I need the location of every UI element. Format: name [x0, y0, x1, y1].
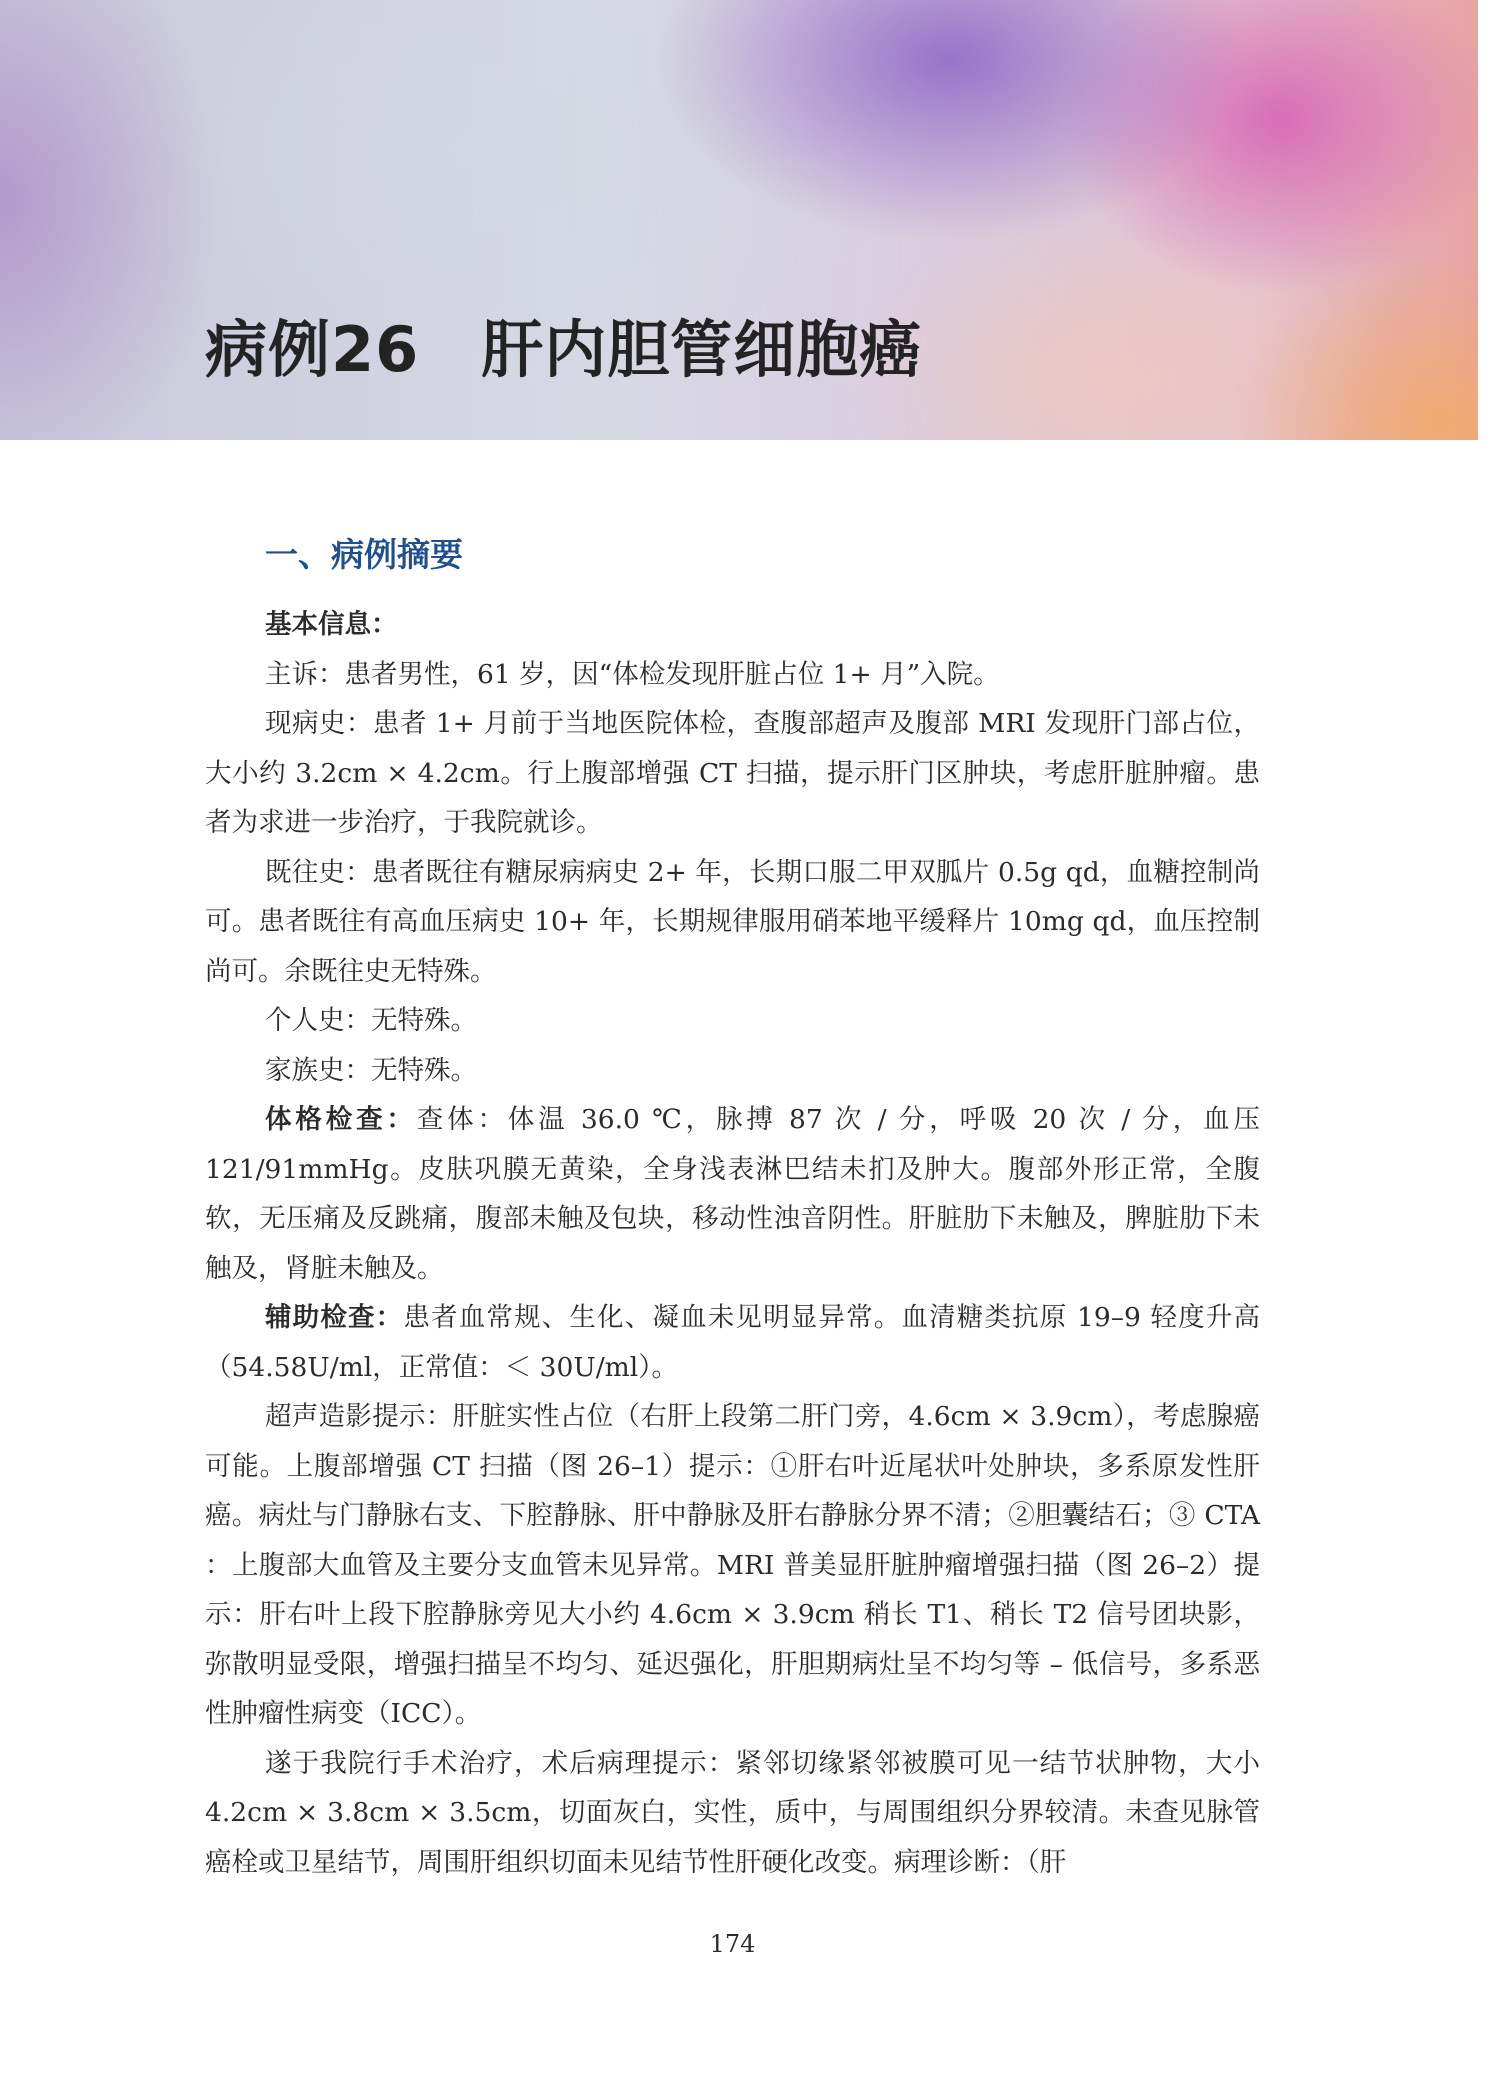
surgery-pathology: 遂于我院行手术治疗，术后病理提示：紧邻切缘紧邻被膜可见一结节状肿物，大小 4.2cm × 3.8cm × 3.5cm，切面灰白，实性，质中，与周围组织分界较清。未查见脉管癌栓或卫星结节，周围肝组织切面未见结节性肝硬化改变。病理诊断：（肝	[205, 1747, 1260, 1878]
physical-exam-label: 体格检查：	[265, 1104, 417, 1135]
chapter-banner	[0, 0, 1478, 440]
chief-complaint: 主诉：患者男性，61 岁，因“体检发现肝脏占位 1+ 月”入院。	[265, 658, 1000, 690]
page-number: 174	[709, 1930, 756, 1958]
past-history: 既往史：患者既往有糖尿病病史 2+ 年，长期口服二甲双胍片 0.5g qd，血糖控制尚可。患者既往有高血压病史 10+ 年，长期规律服用硝苯地平缓释片 10mg qd，血压控制尚可。余既往史无特殊。	[205, 856, 1260, 987]
physical-exam	[205, 1095, 1260, 1293]
basic-info-label: 基本信息：	[265, 609, 398, 640]
aux-exam-label: 辅助检查：	[265, 1302, 404, 1333]
imaging-findings: 超声造影提示：肝脏实性占位（右肝上段第二肝门旁，4.6cm × 3.9cm），考虑腺癌可能。上腹部增强 CT 扫描（图 26–1）提示：①肝右叶近尾状叶处肿块，多系原发性肝癌。病灶与门静脉右支、下腔静脉、肝中静脉及肝右静脉分界不清；②胆囊结石；③ CTA ：上腹部大血管及主要分支血管未见异常。MRI 普美显肝脏肿瘤增强扫描（图 26–2）提示：肝右叶上段下腔静脉旁见大小约 4.6cm × 3.9cm 稍长 T1、稍长 T2 信号团块影，弥散明显受限，增强扫描呈不均匀、延迟强化，肝胆期病灶呈不均匀等 – 低信号，多系恶性肿瘤性病变（ICC）。	[205, 1401, 1260, 1729]
case-number: 病例26	[205, 313, 420, 386]
family-history: 家族史：无特殊。	[265, 1054, 477, 1086]
personal-history: 个人史：无特殊。	[265, 1005, 477, 1036]
main-content	[205, 530, 1260, 1887]
section-heading: 一、病例摘要	[265, 535, 463, 574]
aux-exam-text: 患者血常规、生化、凝血未见明显异常。血清糖类抗原 19–9 轻度升高（54.58U/ml，正常值：＜ 30U/ml）。	[205, 1302, 1260, 1383]
present-history: 现病史：患者 1+ 月前于当地医院体检，查腹部超声及腹部 MRI 发现肝门部占位，大小约 3.2cm × 4.2cm。行上腹部增强 CT 扫描，提示肝门区肿块，考虑肝脏肿瘤。患者为求进一步治疗，于我院就诊。	[205, 708, 1260, 838]
case-title: 肝内胆管细胞癌	[481, 313, 923, 386]
chapter-title	[205, 300, 922, 389]
auxiliary-exam	[205, 1293, 1260, 1392]
physical-exam-text: 查体：体温 36.0 ℃，脉搏 87 次 / 分，呼吸 20 次 / 分，血压 121/91mmHg。皮肤巩膜无黄染，全身浅表淋巴结未扪及肿大。腹部外形正常，全腹软，无压痛及反跳痛，腹部未触及包块，移动性浊音阴性。肝脏肋下未触及，脾脏肋下未触及，肾脏未触及。	[205, 1104, 1261, 1284]
